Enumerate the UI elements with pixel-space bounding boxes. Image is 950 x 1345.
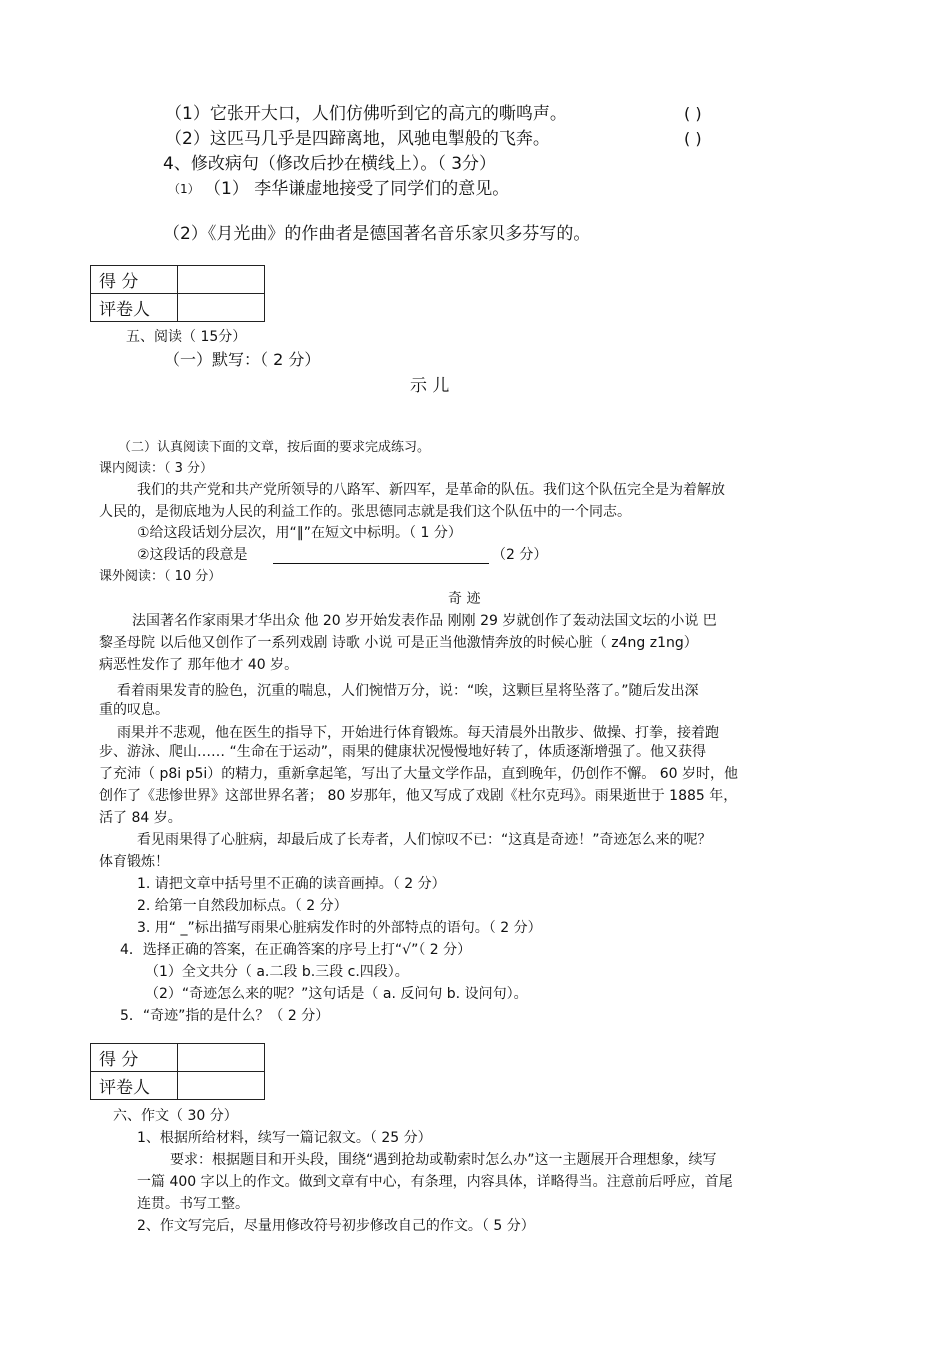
section-5-title: 五、阅读（ 15分） [126,329,247,345]
q3-item-1-answer-paren: ( ) [684,104,702,123]
q3-item-2-answer-paren: ( ) [684,129,702,148]
story-p2-line-1: 看着雨果发青的脸色，沉重的喘息，人们惋惜万分，说：“唉，这颗巨星将坠落了。”随后发出深 [117,683,699,699]
answer-blank-line [273,563,489,564]
grader-cell [178,1072,265,1100]
story-p1-line-2: 黎圣母院 以后他又创作了一系列戏剧 诗歌 小说 可是正当他激情奔放的时候心脏（ z4ng z1ng） [99,635,698,651]
grader-cell [178,294,265,322]
story-p3-line-1: 雨果并不悲观，他在医生的指导下，开始进行体育锻炼。每天清晨外出散步、做操、打拳，接着跑 [117,725,719,741]
reading-question-5: 5．“奇迹”指的是什么？（ 2 分） [120,1008,330,1024]
reading-part-2-title: （二）认真阅读下面的文章，按后面的要求完成练习。 [118,440,431,455]
story-p4-line-1: 看见雨果得了心脏病，却最后成了长寿者，人们惊叹不已：“这真是奇迹！”奇迹怎么来的呢？ [137,832,712,848]
story-p3-line-3: 了充沛（ p8i p5i）的精力，重新拿起笔，写出了大量文学作品，直到晚年，仍创作不懈。 60 岁时，他 [99,766,738,782]
q4-item-1: （1） 李华谦虚地接受了同学们的意见。 [204,179,510,199]
story-p3-line-4: 创作了《悲惨世界》这部世界名著； 80 岁那年，他又写成了戏剧《杜尔克玛》。雨果逝世于 1885 年， [99,788,738,804]
essay-requirement-line-2: 一篇 400 字以上的作文。做到文章有中心，有条理，内容具体，详略得当。注意前后呼应，首尾 [137,1174,733,1190]
q4-item-1-marker: （1） [168,182,200,196]
score-table [90,265,265,322]
inclass-question-2-score: （2 分） [492,547,548,563]
score-cell [178,1044,265,1072]
inclass-question-1: ①给这段话划分层次，用“‖”在短文中标明。（ 1 分） [137,525,462,541]
reading-question-3: 3. 用“ _”标出描写雨果心脏病发作时的外部特点的语句。（ 2 分） [137,920,542,936]
story-p3-line-5: 活了 84 岁。 [99,810,182,826]
q3-item-1: （1）它张开大口，人们仿佛听到它的高亢的嘶鸣声。 [165,104,567,124]
reading-question-4: 4．选择正确的答案，在正确答案的序号上打“√”（ 2 分） [120,942,472,958]
essay-question-2: 2、作文写完后，尽量用修改符号初步修改自己的作文。（ 5 分） [137,1218,535,1234]
inclass-reading-title: 课内阅读：（ 3 分） [99,461,214,476]
inclass-question-2: ②这段话的段意是 [137,547,248,563]
reading-question-4-b: （2）“奇迹怎么来的呢？”这句话是（ a. 反问句 b. 设问句）。 [145,986,528,1002]
outclass-reading-title: 课外阅读：（ 10 分） [99,569,222,584]
story-p1-line-3: 病恶性发作了 那年他才 40 岁。 [99,657,299,673]
inclass-paragraph-line-1: 我们的共产党和共产党所领导的八路军、新四军，是革命的队伍。我们这个队伍完全是为着解放 [137,482,725,498]
essay-question-1: 1、根据所给材料，续写一篇记叙文。（ 25 分） [137,1130,432,1146]
story-p1-line-1: 法国著名作家雨果才华出众 他 20 岁开始发表作品 刚刚 29 岁就创作了轰动法国文坛的小说 巴 [132,613,717,629]
essay-requirement-line-3: 连贯。书写工整。 [137,1196,249,1212]
grader-label: 评卷人 [91,1072,178,1100]
reading-question-2: 2. 给第一自然段加标点。（ 2 分） [137,898,348,914]
dictation-title: （一）默写：（ 2 分） [164,350,321,369]
score-label: 得 分 [91,1044,178,1072]
q4-title: 4、修改病句（修改后抄在横线上）。（ 3分） [163,154,497,174]
grader-label: 评卷人 [91,294,178,322]
score-cell [178,266,265,294]
story-p4-line-2: 体育锻炼！ [99,854,169,870]
essay-requirement-line-1: 要求：根据题目和开头段，围绕“遇到抢劫或勒索时怎么办”这一主题展开合理想象，续写 [170,1152,717,1168]
story-p2-line-2: 重的叹息。 [99,702,169,718]
q4-item-2: （2）《月光曲》的作曲者是德国著名音乐家贝多芬写的。 [163,224,591,244]
inclass-paragraph-line-2: 人民的，是彻底地为人民的利益工作的。张思德同志就是我们这个队伍中的一个同志。 [99,504,631,520]
story-p3-line-2: 步、游泳、爬山…… “生命在于运动”，雨果的健康状况慢慢地好转了，体质逐渐增强了。他又获得 [99,744,706,760]
reading-question-1: 1. 请把文章中括号里不正确的读音画掉。（ 2 分） [137,876,446,892]
score-label: 得 分 [91,266,178,294]
score-table [90,1043,265,1100]
dictation-poem-title: 示 儿 [410,376,450,396]
story-title: 奇 迹 [448,591,481,607]
q3-item-2: （2）这匹马几乎是四蹄离地，风驰电掣般的飞奔。 [165,129,550,149]
section-6-title: 六、作文（ 30 分） [113,1108,238,1124]
reading-question-4-a: （1）全文共分（ a.二段 b.三段 c.四段）。 [145,964,409,980]
